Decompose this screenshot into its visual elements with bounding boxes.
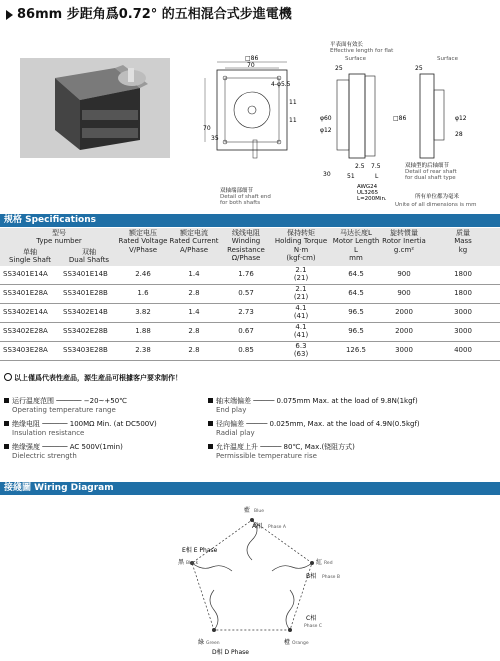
dim-phi60: φ60 — [320, 115, 332, 122]
dim-11a: 11 — [289, 99, 297, 106]
table-row: SS3403E28A SS3403E28B 2.38 2.8 0.85 6.3 (63) 126.5 3000 4000 — [0, 341, 500, 360]
dim-phi12-rear: φ12 — [455, 115, 467, 122]
header-resistance: 线线电阻 Winding Resistance Ω/Phase — [220, 228, 272, 266]
dim-86: □86 — [245, 55, 259, 62]
wire-blue: 藍 — [244, 507, 251, 514]
wire-orange: 橙 — [284, 639, 291, 646]
dim-phi12: φ12 — [320, 127, 332, 134]
phase-b: B相 — [306, 573, 317, 580]
label-rear-en2: for dual shaft type — [405, 175, 456, 181]
header-length: 马达长度L Motor Length L mm — [330, 228, 382, 266]
header-current: 额定电流 Rated Current A/Phase — [168, 228, 220, 266]
dimension-drawings — [205, 40, 495, 210]
param-radial-play: 径向偏差 ───── 0.025mm, Max. at the load of 4.9N(0.5kgf) Radial play — [208, 419, 420, 437]
dim-11b: 11 — [289, 117, 297, 124]
phase-a: A相 — [252, 523, 263, 530]
wire-blue-en: Blue — [254, 509, 264, 514]
dim-51: 51 — [347, 173, 355, 180]
awg-3: L=200Min. — [357, 196, 387, 202]
phase-c-en: Phase C — [304, 624, 323, 629]
param-insulation: 绝缘电阻 ────── 100MΩ Min. (at DC500V) Insulation resistance — [4, 419, 157, 437]
param-end-play: 轴末端偏差 ───── 0.075mm Max. at the load of 9.8N(1kgf) End play — [208, 396, 418, 414]
header-dual: 双轴 Dual Shafts — [60, 247, 118, 266]
phase-c: C相 — [306, 615, 317, 622]
square-icon — [208, 444, 213, 449]
dim-25a: 25 — [335, 65, 343, 72]
label-rear-en: Detail of rear shaft — [405, 169, 457, 175]
awg-1: AWG24 — [357, 184, 378, 190]
phase-a-en: Phase A — [268, 525, 286, 530]
param-temp-rise: 允许温度上升 ───── 80℃, Max.(铙阻方式) Permissible temperature rise — [208, 442, 355, 460]
label-flat-en: Effective length for flat — [330, 48, 394, 54]
wire-black: 黑 — [178, 559, 185, 566]
table-row: SS3402E28A SS3402E28B 1.88 2.8 0.67 4.1 (41) 96.5 2000 3000 — [0, 322, 500, 341]
spec-table — [0, 228, 500, 361]
label-surface-1: Surface — [345, 56, 366, 62]
dim-25b: 25 — [415, 65, 423, 72]
label-shaft-end-cn: 双轴端部细节 — [220, 188, 254, 194]
phase-b-en: Phase B — [322, 575, 340, 580]
param-dielectric: 绝缘强度 ────── AC 500V(1min) Dielectric strength — [4, 442, 123, 460]
wiring-header: 接綫圖 Wiring Diagram — [0, 482, 500, 495]
dim-30: 30 — [323, 171, 331, 178]
square-icon — [208, 421, 213, 426]
unit-en: Unite of all dimensions is mm — [395, 202, 477, 208]
page-title: 86mm 步距角爲0.72° 的五相混合式步進電機 — [6, 3, 292, 22]
motor-photo — [20, 58, 170, 158]
header-type: 型号 Type number — [0, 228, 118, 247]
table-row: SS3401E14A SS3401E14B 2.46 1.4 1.76 2.1 (21) 64.5 900 1800 — [0, 266, 500, 285]
dim-2-5: 2.5 — [355, 163, 365, 170]
square-icon — [208, 398, 213, 403]
phase-e: E相 E Phase — [182, 547, 218, 554]
dim-35: 35 — [211, 135, 219, 142]
label-shaft-end-en2: for both shafts — [220, 200, 261, 206]
dim-holes: 4-φ5.5 — [271, 81, 291, 88]
unit-cn: 所有单位都为毫米 — [415, 194, 460, 200]
awg-2: UL3265 — [357, 190, 379, 196]
dim-70v: 70 — [203, 125, 211, 132]
dim-L: L — [375, 173, 379, 180]
dim-70: 70 — [247, 62, 255, 69]
label-shaft-end-en: Detail of shaft end — [220, 194, 271, 200]
circle-icon — [4, 373, 12, 381]
square-icon — [4, 398, 9, 403]
dim-86-side: □86 — [393, 115, 407, 122]
label-surface-2: Surface — [437, 56, 458, 62]
header-torque: 保持转矩 Holding Torque N·m (kgf·cm) — [272, 228, 330, 266]
wiring-diagram — [0, 498, 500, 661]
spec-header: 规格 Specifications — [0, 214, 500, 227]
header-mass: 质量 Mass kg — [426, 228, 500, 266]
wire-red-en: Red — [324, 561, 333, 566]
header-inertia: 旋转惯量 Rotor Inertia g.cm² — [382, 228, 426, 266]
label-flat-cn: 平表面有效长 — [330, 42, 364, 48]
square-icon — [4, 444, 9, 449]
wire-red: 紅 — [316, 559, 323, 566]
param-temp-range: 运行温度范围 ────── −20~+50℃ Operating temperature range — [4, 396, 127, 414]
header-voltage: 额定电压 Rated Voltage V/Phase — [118, 228, 168, 266]
header-single: 单轴 Single Shaft — [0, 247, 60, 266]
dim-7-5: 7.5 — [371, 163, 381, 170]
table-row: SS3402E14A SS3402E14B 3.82 1.4 2.73 4.1 (41) 96.5 2000 3000 — [0, 303, 500, 322]
wire-green-en: Green — [206, 641, 220, 646]
product-note: 以上僅爲代表性産品，源生産品可根據客户要求制作！ — [4, 373, 182, 383]
triangle-icon — [6, 10, 13, 20]
label-rear-cn: 双轴型的后轴细节 — [405, 163, 450, 169]
phase-d: D相 D Phase — [212, 649, 249, 656]
wire-black-en: Black — [186, 561, 199, 566]
square-icon — [4, 421, 9, 426]
wire-orange-en: Orange — [292, 641, 309, 646]
dim-28: 28 — [455, 131, 463, 138]
wire-green: 綠 — [198, 639, 205, 646]
table-row: SS3401E28A SS3401E28B 1.6 2.8 0.57 2.1 (21) 64.5 900 1800 — [0, 284, 500, 303]
